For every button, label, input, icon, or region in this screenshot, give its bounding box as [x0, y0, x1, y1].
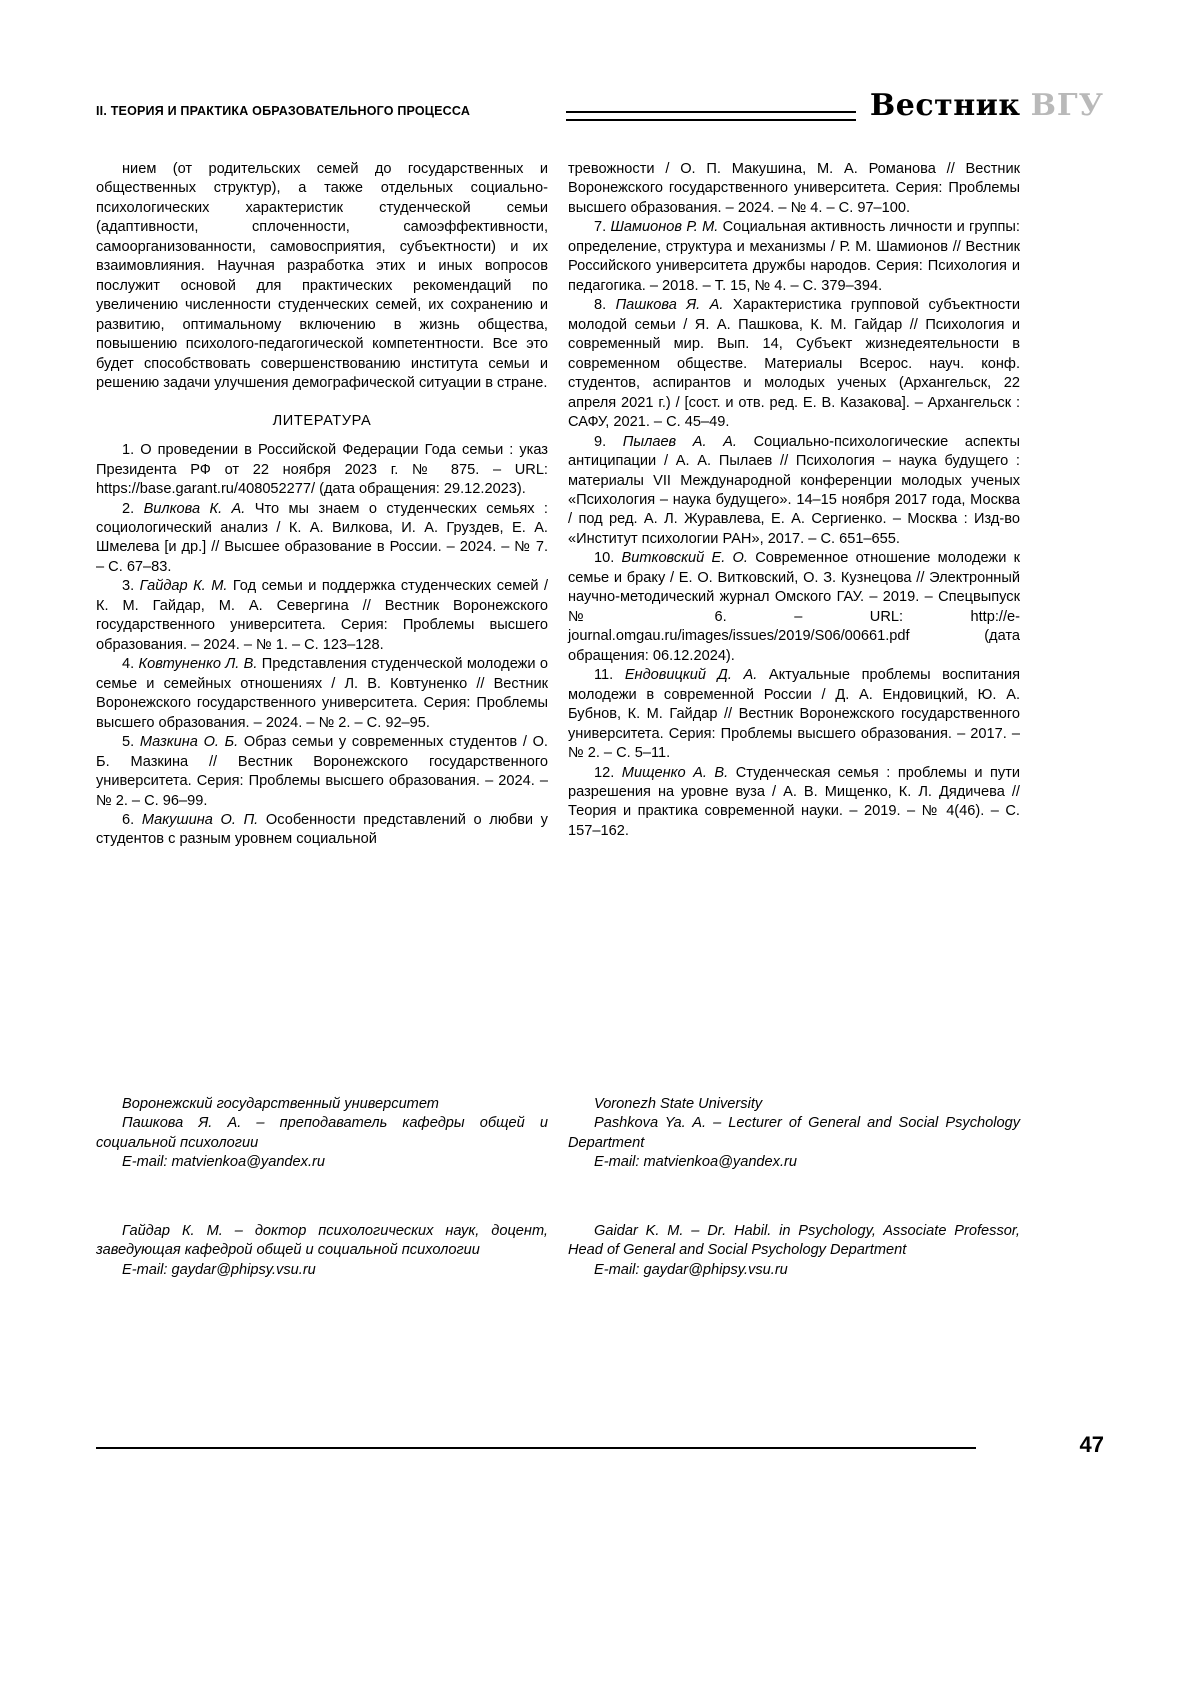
page-header	[96, 88, 1104, 136]
running-section-title: II. ТЕОРИЯ И ПРАКТИКА ОБРАЗОВАТЕЛЬНОГО ПРОЦЕССА	[96, 104, 471, 118]
reference-text: Характеристика групповой субъектности молодой семьи / Я. А. Пашкова, К. М. Гайдар // Психология и современный мир. Вып. 14, Субъект жизнедеятельности в современном обществе. Материалы Всерос. науч. конф. студентов, аспирантов и молодых ученых (Архангельск, 22 апреля 2021 г.) / [сост. и отв. ред. Е. В. Казакова]. – Архангельск : САФУ, 2021. – С. 45–49.	[568, 297, 1020, 431]
brand-name-main: Вестник	[869, 88, 1021, 123]
reference-item	[568, 296, 1020, 432]
footer-rule	[96, 1447, 976, 1449]
reference-number: 8.	[594, 297, 607, 314]
affiliation-person: Pashkova Ya. A. – Lecturer of General and Social Psychology Department	[568, 1115, 1020, 1151]
reference-number: 4.	[122, 656, 135, 673]
affiliation-person: Gaidar K. M. – Dr. Habil. in Psychology, Associate Professor, Head of General and Social Psychology Department	[568, 1223, 1020, 1259]
page-number: 47	[1079, 1432, 1104, 1457]
reference-item	[96, 577, 548, 655]
reference-text: О проведении в Российской Федерации Года семьи : указ Президента РФ от 22 ноября 2023 г. № 875. – URL: https://base.garant.ru/408052277/ (дата обращения: 29.12.2023).	[96, 442, 549, 498]
reference-number: 6.	[122, 812, 135, 828]
reference-text: Образ семьи у современных студентов / О. Б. Мазкина // Вестник Воронежского государственного университета. Серия: Проблемы высшего образования. – 2024. – № 2. – С. 96–99.	[96, 734, 548, 809]
body-paragraph: нием (от родительских семей до государственных и общественных структур), а также отдельных социально-психологических характеристик студенческой семьи (адаптивности, сплоченности, самоэффективности, самоорганизованности, самовосприятия, субъектности) и их взаимовлияния. Научная разработка этих и иных вопросов послужит основой для практических рекомендаций по увеличению численности студенческих семей, их сохранению и развитию, оптимальному включению в жизнь общества, повышению психолого-педагогической компетентности. Все это будет способствовать совершенствованию института семьи и решению задачи улучшения демографической ситуации в стране.	[96, 161, 548, 392]
reference-item	[568, 764, 1020, 842]
affiliation-email: E-mail: matvienkoa@yandex.ru	[122, 1154, 325, 1171]
reference-item	[96, 733, 548, 811]
reference-number: 1.	[122, 442, 135, 459]
affiliation-organization: Воронежский государственный университет	[122, 1096, 439, 1112]
reference-text: Студенческая семья : проблемы и пути разрешения на уровне вуза / А. В. Мищенко, К. Л. Дядичева // Теория и практика современной науки. – 2019. – № 4(46). – С. 157–162.	[568, 764, 1020, 839]
reference-author: Пашкова Я. А.	[615, 297, 724, 314]
reference-item	[568, 218, 1020, 296]
reference-author: Мищенко А. В.	[621, 764, 729, 781]
reference-author: Гайдар К. М.	[139, 578, 228, 595]
reference-text: Социально-психологические аспекты антиципации / А. А. Пылаев // Психология – наука будущего : материалы VII Международной конференции молодых ученых «Психология – наука будущего». 14–15 ноября 2017 года, Москва / под ред. А. Л. Журавлева, Е. А. Сергиенко. – Москва : Изд-во «Институт психологии РАН», 2017. – С. 651–655.	[568, 433, 1020, 547]
reference-author: Ендовицкий Д. А.	[624, 667, 758, 684]
reference-item	[568, 666, 1020, 763]
reference-number: 2.	[122, 500, 135, 517]
reference-text: Представления студенческой молодежи о семье и семейных отношениях / Л. В. Ковтуненко // Вестник Воронежского государственного университета. Серия: Проблемы высшего образования. – 2024. – № 2. – С. 92–95.	[96, 656, 548, 731]
affiliation-block-en-2	[568, 1222, 1020, 1280]
left-column	[96, 160, 548, 850]
affiliation-email: E-mail: gaydar@phipsy.vsu.ru	[594, 1261, 788, 1278]
reference-author: Мазкина О. Б.	[139, 734, 239, 751]
reference-item	[96, 655, 548, 733]
affiliation-block-en-1	[568, 1095, 1020, 1173]
reference-item	[568, 549, 1020, 666]
reference-author: Макушина О. П.	[141, 812, 259, 828]
reference-author: Шамионов Р. М.	[610, 219, 719, 236]
reference-continuation: тревожности / О. П. Макушина, М. А. Романова // Вестник Воронежского государственного университета. Серия: Проблемы высшего образования. – 2024. – № 4. – С. 97–100.	[568, 161, 1020, 216]
reference-item	[96, 441, 548, 499]
reference-item	[568, 433, 1020, 550]
affiliation-email: E-mail: matvienkoa@yandex.ru	[594, 1154, 797, 1171]
brand-name-abbrev: ВГУ	[1030, 88, 1104, 123]
reference-author: Витковский Е. О.	[621, 550, 748, 567]
reference-number: 10.	[594, 550, 615, 567]
reference-number: 11.	[594, 667, 614, 684]
reference-text: Год семьи и поддержка студенческих семей / К. М. Гайдар, М. А. Севергина // Вестник Воронежского государственного университета. Серия: Проблемы высшего образования. – 2024. – № 1. – С. 123–128.	[96, 578, 549, 653]
reference-author: Вилкова К. А.	[143, 500, 246, 517]
right-column	[568, 160, 1020, 841]
reference-number: 5.	[122, 734, 135, 751]
reference-text: Что мы знаем о студенческих семьях : социологический анализ / К. А. Вилкова, И. А. Груздев, Е. А. Шмелева [и др.] // Высшее образование в России. – 2024. – № 7. – С. 67–83.	[96, 500, 548, 575]
reference-author: Пылаев А. А.	[622, 433, 737, 450]
affiliation-block-ru-2	[96, 1222, 548, 1280]
reference-text: Особенности представлений о любви у студентов с разным уровнем социальной	[96, 812, 548, 848]
reference-number: 9.	[594, 433, 607, 450]
references-heading: ЛИТЕРАТУРА	[272, 412, 372, 429]
header-double-rule	[566, 111, 856, 121]
affiliation-person: Пашкова Я. А. – преподаватель кафедры общей и социальной психологии	[96, 1115, 548, 1151]
affiliation-email: E-mail: gaydar@phipsy.vsu.ru	[122, 1261, 316, 1278]
affiliation-organization: Voronezh State University	[594, 1096, 763, 1112]
journal-brand	[870, 88, 1104, 123]
reference-number: 7.	[594, 219, 607, 236]
affiliation-block-ru-1	[96, 1095, 548, 1173]
reference-item	[96, 811, 548, 850]
reference-text: Социальная активность личности и группы: определение, структура и механизмы / Р. М. Шамионов // Вестник Российского университета дружбы народов. Серия: Психология и педагогика. – 2018. – Т. 15, № 4. – С. 379–394.	[568, 219, 1020, 294]
reference-text: Современное отношение молодежи к семье и браку / Е. О. Витковский, О. З. Кузнецова // Электронный научно-методический журнал Омского ГАУ. – 2019. – Спецвыпуск № 6. – URL: http://e-journal.omgau.ru/images/issues/2019/S06/00661.pdf (дата обращения: 06.12.2024).	[568, 550, 1020, 664]
affiliation-person: Гайдар К. М. – доктор психологических наук, доцент, заведующая кафедрой общей и социальной психологии	[96, 1223, 548, 1259]
reference-text: Актуальные проблемы воспитания молодежи в современной России / Д. А. Ендовицкий, Ю. А. Бубнов, К. М. Гайдар // Вестник Воронежского государственного университета. Серия: Проблемы высшего образования. – 2017. – № 2. – С. 5–11.	[568, 667, 1020, 762]
reference-item	[96, 500, 548, 578]
reference-number: 3.	[122, 578, 135, 595]
reference-author: Ковтуненко Л. В.	[138, 656, 258, 673]
reference-number: 12.	[594, 764, 615, 781]
